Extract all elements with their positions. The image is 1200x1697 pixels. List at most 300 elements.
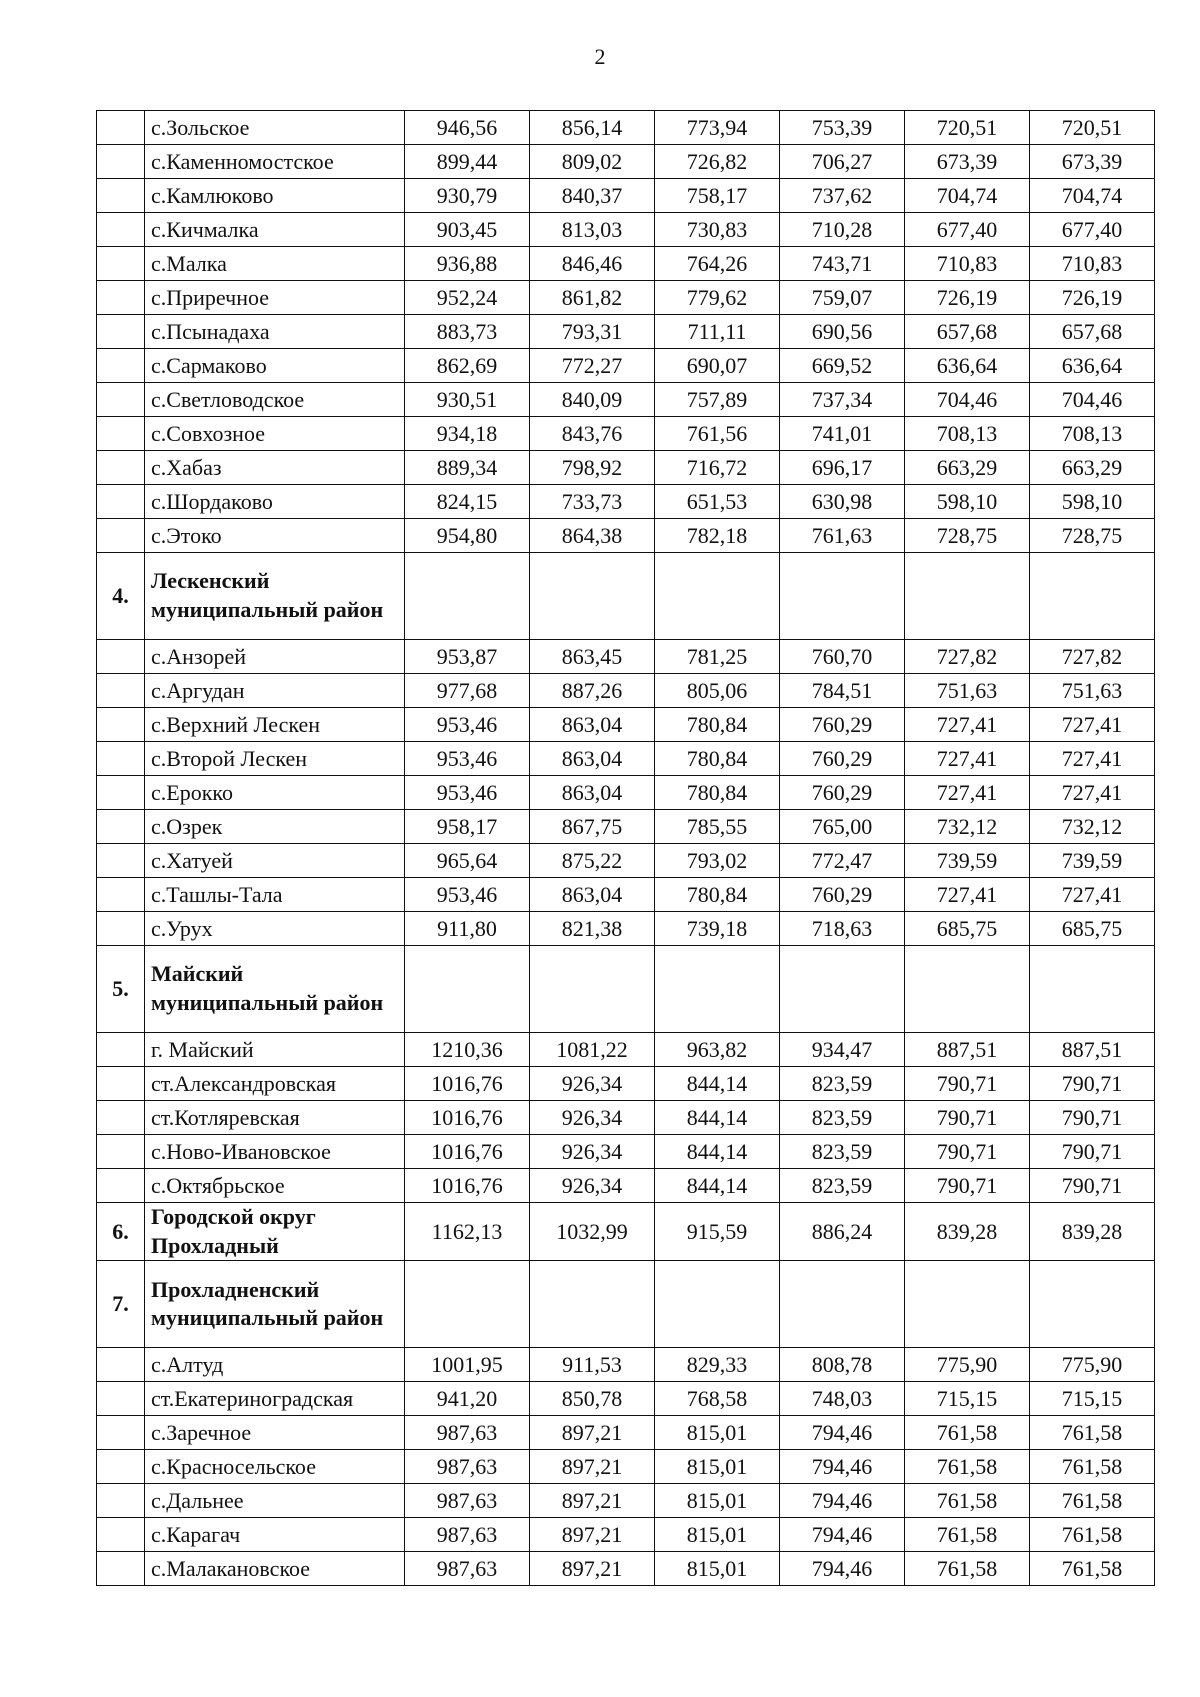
value-cell-5: 663,29 — [905, 451, 1030, 485]
value-cell-5: 727,41 — [905, 708, 1030, 742]
settlement-name-cell: с.Озрек — [145, 810, 405, 844]
row-number-cell — [97, 708, 145, 742]
value-cell-1: 911,80 — [405, 912, 530, 946]
value-cell-6: 685,75 — [1030, 912, 1155, 946]
value-cell-4: 760,29 — [780, 742, 905, 776]
row-number-cell — [97, 451, 145, 485]
value-cell-1: 953,46 — [405, 776, 530, 810]
value-cell-2: 863,04 — [530, 776, 655, 810]
table-row — [97, 451, 1155, 485]
value-cell-3: 779,62 — [655, 281, 780, 315]
settlement-name-cell: с.Анзорей — [145, 640, 405, 674]
value-cell-6 — [1030, 946, 1155, 1033]
value-cell-6: 727,41 — [1030, 878, 1155, 912]
value-cell-3: 780,84 — [655, 776, 780, 810]
value-cell-4: 743,71 — [780, 247, 905, 281]
table-row — [97, 179, 1155, 213]
table-row — [97, 844, 1155, 878]
value-cell-6: 761,58 — [1030, 1484, 1155, 1518]
value-cell-1: 824,15 — [405, 485, 530, 519]
value-cell-1: 953,46 — [405, 742, 530, 776]
table-row — [97, 145, 1155, 179]
value-cell-1: 941,20 — [405, 1382, 530, 1416]
value-cell-5: 704,46 — [905, 383, 1030, 417]
value-cell-2: 897,21 — [530, 1552, 655, 1586]
row-number-cell — [97, 674, 145, 708]
value-cell-3: 711,11 — [655, 315, 780, 349]
value-cell-6: 728,75 — [1030, 519, 1155, 553]
value-cell-5: 761,58 — [905, 1518, 1030, 1552]
value-cell-2: 863,04 — [530, 708, 655, 742]
row-number-cell — [97, 281, 145, 315]
value-cell-6: 663,29 — [1030, 451, 1155, 485]
value-cell-5: 727,41 — [905, 742, 1030, 776]
value-cell-6: 761,58 — [1030, 1518, 1155, 1552]
value-cell-2: 840,09 — [530, 383, 655, 417]
value-cell-6: 657,68 — [1030, 315, 1155, 349]
value-cell-6: 761,58 — [1030, 1450, 1155, 1484]
value-cell-6: 727,82 — [1030, 640, 1155, 674]
table-row — [97, 315, 1155, 349]
row-number-cell — [97, 1450, 145, 1484]
value-cell-4: 794,46 — [780, 1552, 905, 1586]
value-cell-5: 677,40 — [905, 213, 1030, 247]
settlement-name-cell: с.Этоко — [145, 519, 405, 553]
value-cell-6: 727,41 — [1030, 708, 1155, 742]
value-cell-6: 704,74 — [1030, 179, 1155, 213]
value-cell-3: 815,01 — [655, 1450, 780, 1484]
value-cell-4: 737,34 — [780, 383, 905, 417]
value-cell-5 — [905, 553, 1030, 640]
value-cell-5: 761,58 — [905, 1450, 1030, 1484]
row-number-cell — [97, 383, 145, 417]
value-cell-5: 790,71 — [905, 1169, 1030, 1203]
row-number-cell — [97, 1067, 145, 1101]
value-cell-6: 726,19 — [1030, 281, 1155, 315]
value-cell-3: 730,83 — [655, 213, 780, 247]
table-body — [97, 111, 1155, 1586]
value-cell-4: 794,46 — [780, 1416, 905, 1450]
value-cell-3: 757,89 — [655, 383, 780, 417]
value-cell-2: 926,34 — [530, 1067, 655, 1101]
value-cell-5: 720,51 — [905, 111, 1030, 145]
row-number-cell — [97, 810, 145, 844]
settlement-name-cell: с.Ташлы-Тала — [145, 878, 405, 912]
row-number-cell: 4. — [97, 553, 145, 640]
value-cell-5: 726,19 — [905, 281, 1030, 315]
row-number-cell — [97, 776, 145, 810]
row-number-cell — [97, 179, 145, 213]
value-cell-1: 889,34 — [405, 451, 530, 485]
value-cell-6: 677,40 — [1030, 213, 1155, 247]
row-number-cell — [97, 1484, 145, 1518]
row-number-cell — [97, 145, 145, 179]
table-row — [97, 1484, 1155, 1518]
settlement-name-cell: ст.Александровская — [145, 1067, 405, 1101]
value-cell-2: 856,14 — [530, 111, 655, 145]
value-cell-2: 875,22 — [530, 844, 655, 878]
settlement-name-cell: с.Сармаково — [145, 349, 405, 383]
value-cell-4: 737,62 — [780, 179, 905, 213]
value-cell-2: 897,21 — [530, 1416, 655, 1450]
row-number-cell — [97, 1552, 145, 1586]
row-number-cell — [97, 1169, 145, 1203]
table-row — [97, 383, 1155, 417]
table-row — [97, 1135, 1155, 1169]
table-row — [97, 674, 1155, 708]
value-cell-2 — [530, 946, 655, 1033]
row-number-cell — [97, 640, 145, 674]
value-cell-1: 899,44 — [405, 145, 530, 179]
settlement-name-cell: с.Верхний Лескен — [145, 708, 405, 742]
table-row — [97, 1382, 1155, 1416]
row-number-cell — [97, 742, 145, 776]
value-cell-1: 1001,95 — [405, 1348, 530, 1382]
settlement-name-cell: с.Зольское — [145, 111, 405, 145]
value-cell-1: 1016,76 — [405, 1067, 530, 1101]
value-cell-3: 764,26 — [655, 247, 780, 281]
value-cell-4: 760,70 — [780, 640, 905, 674]
row-number-cell — [97, 1101, 145, 1135]
row-number-cell — [97, 1518, 145, 1552]
row-number-cell — [97, 878, 145, 912]
value-cell-1: 1016,76 — [405, 1101, 530, 1135]
value-cell-2: 861,82 — [530, 281, 655, 315]
value-cell-6: 598,10 — [1030, 485, 1155, 519]
table-row — [97, 1067, 1155, 1101]
row-number-cell — [97, 247, 145, 281]
value-cell-1: 883,73 — [405, 315, 530, 349]
value-cell-1: 1016,76 — [405, 1169, 530, 1203]
settlement-name-cell: с.Красносельское — [145, 1450, 405, 1484]
value-cell-1 — [405, 946, 530, 1033]
value-cell-4: 748,03 — [780, 1382, 905, 1416]
value-cell-6 — [1030, 553, 1155, 640]
value-cell-1 — [405, 553, 530, 640]
value-cell-3: 815,01 — [655, 1552, 780, 1586]
value-cell-4: 753,39 — [780, 111, 905, 145]
value-cell-4: 765,00 — [780, 810, 905, 844]
row-number-cell — [97, 213, 145, 247]
value-cell-3: 761,56 — [655, 417, 780, 451]
value-cell-4: 823,59 — [780, 1067, 905, 1101]
settlement-name-cell: с.Малакановское — [145, 1552, 405, 1586]
value-cell-3: 915,59 — [655, 1203, 780, 1261]
value-cell-4: 772,47 — [780, 844, 905, 878]
value-cell-1: 958,17 — [405, 810, 530, 844]
table-row — [97, 1033, 1155, 1067]
table-row — [97, 1348, 1155, 1382]
value-cell-5: 727,41 — [905, 776, 1030, 810]
settlement-name-cell: с.Хатуей — [145, 844, 405, 878]
value-cell-1: 987,63 — [405, 1484, 530, 1518]
value-cell-5 — [905, 1261, 1030, 1348]
value-cell-4: 823,59 — [780, 1101, 905, 1135]
value-cell-5: 728,75 — [905, 519, 1030, 553]
value-cell-1: 930,79 — [405, 179, 530, 213]
row-number-cell — [97, 1382, 145, 1416]
value-cell-4: 808,78 — [780, 1348, 905, 1382]
value-cell-4: 706,27 — [780, 145, 905, 179]
value-cell-1: 977,68 — [405, 674, 530, 708]
value-cell-2: 821,38 — [530, 912, 655, 946]
value-cell-1: 1162,13 — [405, 1203, 530, 1261]
value-cell-3: 844,14 — [655, 1135, 780, 1169]
value-cell-3: 782,18 — [655, 519, 780, 553]
value-cell-5: 775,90 — [905, 1348, 1030, 1382]
settlement-name-cell: с.Приречное — [145, 281, 405, 315]
settlement-name-cell: с.Шордаково — [145, 485, 405, 519]
value-cell-4: 690,56 — [780, 315, 905, 349]
value-cell-1: 946,56 — [405, 111, 530, 145]
table-row — [97, 417, 1155, 451]
value-cell-5: 732,12 — [905, 810, 1030, 844]
row-number-cell — [97, 349, 145, 383]
value-cell-3: 785,55 — [655, 810, 780, 844]
value-cell-3: 780,84 — [655, 878, 780, 912]
value-cell-5: 727,41 — [905, 878, 1030, 912]
value-cell-3: 805,06 — [655, 674, 780, 708]
table-row — [97, 519, 1155, 553]
value-cell-4 — [780, 946, 905, 1033]
value-cell-2: 926,34 — [530, 1135, 655, 1169]
value-cell-1: 953,46 — [405, 708, 530, 742]
table-row — [97, 1416, 1155, 1450]
table-row — [97, 281, 1155, 315]
settlement-name-cell: с.Светловодское — [145, 383, 405, 417]
row-number-cell — [97, 1416, 145, 1450]
value-cell-1: 987,63 — [405, 1416, 530, 1450]
value-cell-6 — [1030, 1261, 1155, 1348]
value-cell-4: 886,24 — [780, 1203, 905, 1261]
value-cell-3: 780,84 — [655, 742, 780, 776]
value-cell-5: 710,83 — [905, 247, 1030, 281]
value-cell-6: 751,63 — [1030, 674, 1155, 708]
table-row — [97, 247, 1155, 281]
section-name-cell: Лескенский муниципальный район — [145, 553, 405, 640]
table-row — [97, 349, 1155, 383]
value-cell-2: 897,21 — [530, 1450, 655, 1484]
value-cell-5: 685,75 — [905, 912, 1030, 946]
value-cell-2: 867,75 — [530, 810, 655, 844]
section-row — [97, 1203, 1155, 1261]
value-cell-4: 823,59 — [780, 1169, 905, 1203]
table-row — [97, 1552, 1155, 1586]
value-cell-3: 651,53 — [655, 485, 780, 519]
row-number-cell: 6. — [97, 1203, 145, 1261]
value-cell-6: 727,41 — [1030, 742, 1155, 776]
value-cell-2: 772,27 — [530, 349, 655, 383]
value-cell-4: 823,59 — [780, 1135, 905, 1169]
section-name-cell: Майский муниципальный район — [145, 946, 405, 1033]
value-cell-5: 708,13 — [905, 417, 1030, 451]
value-cell-2: 863,04 — [530, 878, 655, 912]
section-row — [97, 1261, 1155, 1348]
value-cell-3: 815,01 — [655, 1416, 780, 1450]
value-cell-4: 934,47 — [780, 1033, 905, 1067]
value-cell-4: 760,29 — [780, 708, 905, 742]
row-number-cell — [97, 844, 145, 878]
value-cell-6: 708,13 — [1030, 417, 1155, 451]
value-cell-1: 987,63 — [405, 1518, 530, 1552]
section-row — [97, 553, 1155, 640]
value-cell-1: 930,51 — [405, 383, 530, 417]
value-cell-6: 710,83 — [1030, 247, 1155, 281]
settlement-name-cell: с.Аргудан — [145, 674, 405, 708]
value-cell-4: 696,17 — [780, 451, 905, 485]
value-cell-5: 727,82 — [905, 640, 1030, 674]
value-cell-5: 761,58 — [905, 1416, 1030, 1450]
value-cell-3: 768,58 — [655, 1382, 780, 1416]
value-cell-4 — [780, 1261, 905, 1348]
page-number: 2 — [594, 44, 606, 69]
section-name-cell: Городской округ Прохладный — [145, 1203, 405, 1261]
value-cell-3: 739,18 — [655, 912, 780, 946]
settlement-name-cell: с.Псынадаха — [145, 315, 405, 349]
row-number-cell — [97, 315, 145, 349]
settlement-name-cell: с.Заречное — [145, 1416, 405, 1450]
value-cell-2: 793,31 — [530, 315, 655, 349]
value-cell-2: 809,02 — [530, 145, 655, 179]
value-cell-1: 1016,76 — [405, 1135, 530, 1169]
value-cell-5: 598,10 — [905, 485, 1030, 519]
value-cell-3: 773,94 — [655, 111, 780, 145]
value-cell-3: 815,01 — [655, 1518, 780, 1552]
value-cell-5: 704,74 — [905, 179, 1030, 213]
row-number-cell — [97, 417, 145, 451]
settlement-name-cell: с.Октябрьское — [145, 1169, 405, 1203]
value-cell-2: 897,21 — [530, 1518, 655, 1552]
value-cell-5: 761,58 — [905, 1484, 1030, 1518]
row-number-cell — [97, 912, 145, 946]
value-cell-3: 758,17 — [655, 179, 780, 213]
value-cell-3: 815,01 — [655, 1484, 780, 1518]
value-cell-4: 760,29 — [780, 776, 905, 810]
value-cell-6: 636,64 — [1030, 349, 1155, 383]
row-number-cell — [97, 111, 145, 145]
value-cell-3 — [655, 1261, 780, 1348]
value-cell-6: 887,51 — [1030, 1033, 1155, 1067]
row-number-cell — [97, 1135, 145, 1169]
value-cell-4: 794,46 — [780, 1450, 905, 1484]
settlement-name-cell: г. Майский — [145, 1033, 405, 1067]
value-cell-1: 965,64 — [405, 844, 530, 878]
table-row — [97, 111, 1155, 145]
value-cell-5: 751,63 — [905, 674, 1030, 708]
value-cell-2: 897,21 — [530, 1484, 655, 1518]
settlement-name-cell: с.Ерокко — [145, 776, 405, 810]
value-cell-2: 887,26 — [530, 674, 655, 708]
value-cell-3 — [655, 946, 780, 1033]
settlement-name-cell: с.Второй Лескен — [145, 742, 405, 776]
settlement-name-cell: ст.Котляревская — [145, 1101, 405, 1135]
value-cell-4: 759,07 — [780, 281, 905, 315]
value-cell-5: 636,64 — [905, 349, 1030, 383]
value-cell-1: 952,24 — [405, 281, 530, 315]
settlement-name-cell: с.Алтуд — [145, 1348, 405, 1382]
settlement-name-cell: с.Камлюково — [145, 179, 405, 213]
value-cell-3: 963,82 — [655, 1033, 780, 1067]
value-cell-2: 843,76 — [530, 417, 655, 451]
table-row — [97, 708, 1155, 742]
value-cell-2: 846,46 — [530, 247, 655, 281]
value-cell-5: 657,68 — [905, 315, 1030, 349]
value-cell-3: 726,82 — [655, 145, 780, 179]
value-cell-4: 761,63 — [780, 519, 905, 553]
value-cell-2: 798,92 — [530, 451, 655, 485]
value-cell-3: 829,33 — [655, 1348, 780, 1382]
value-cell-5 — [905, 946, 1030, 1033]
value-cell-5: 790,71 — [905, 1135, 1030, 1169]
table-row — [97, 1101, 1155, 1135]
value-cell-2: 926,34 — [530, 1101, 655, 1135]
value-cell-2: 863,04 — [530, 742, 655, 776]
value-cell-3: 716,72 — [655, 451, 780, 485]
table-row — [97, 1450, 1155, 1484]
value-cell-6: 761,58 — [1030, 1416, 1155, 1450]
value-cell-1: 954,80 — [405, 519, 530, 553]
row-number-cell — [97, 519, 145, 553]
value-cell-4 — [780, 553, 905, 640]
table-row — [97, 776, 1155, 810]
value-cell-1: 862,69 — [405, 349, 530, 383]
value-cell-3: 844,14 — [655, 1067, 780, 1101]
value-cell-6: 739,59 — [1030, 844, 1155, 878]
row-number-cell — [97, 1033, 145, 1067]
value-cell-6: 790,71 — [1030, 1067, 1155, 1101]
value-cell-2: 926,34 — [530, 1169, 655, 1203]
value-cell-2: 840,37 — [530, 179, 655, 213]
value-cell-6: 715,15 — [1030, 1382, 1155, 1416]
value-cell-1: 1210,36 — [405, 1033, 530, 1067]
value-cell-5: 790,71 — [905, 1067, 1030, 1101]
table-row — [97, 912, 1155, 946]
settlement-name-cell: с.Ново-Ивановское — [145, 1135, 405, 1169]
value-cell-1: 936,88 — [405, 247, 530, 281]
settlement-name-cell: с.Дальнее — [145, 1484, 405, 1518]
value-cell-5: 739,59 — [905, 844, 1030, 878]
value-cell-6: 790,71 — [1030, 1169, 1155, 1203]
value-cell-4: 669,52 — [780, 349, 905, 383]
table-row — [97, 742, 1155, 776]
value-cell-3: 690,07 — [655, 349, 780, 383]
value-cell-1: 953,87 — [405, 640, 530, 674]
row-number-cell — [97, 1348, 145, 1382]
settlement-name-cell: ст.Екатериноградская — [145, 1382, 405, 1416]
settlement-name-cell: с.Кичмалка — [145, 213, 405, 247]
value-cell-1: 934,18 — [405, 417, 530, 451]
value-cell-2: 911,53 — [530, 1348, 655, 1382]
settlement-name-cell: с.Каменномостское — [145, 145, 405, 179]
value-cell-2: 813,03 — [530, 213, 655, 247]
table-row — [97, 810, 1155, 844]
value-cell-4: 718,63 — [780, 912, 905, 946]
section-name-cell: Прохладненский муниципальный район — [145, 1261, 405, 1348]
tariff-table — [96, 110, 1155, 1586]
value-cell-1: 987,63 — [405, 1450, 530, 1484]
value-cell-6: 775,90 — [1030, 1348, 1155, 1382]
value-cell-6: 732,12 — [1030, 810, 1155, 844]
value-cell-5: 761,58 — [905, 1552, 1030, 1586]
settlement-name-cell: с.Совхозное — [145, 417, 405, 451]
table-row — [97, 213, 1155, 247]
value-cell-4: 794,46 — [780, 1484, 905, 1518]
settlement-name-cell: с.Карагач — [145, 1518, 405, 1552]
value-cell-2: 850,78 — [530, 1382, 655, 1416]
value-cell-3: 793,02 — [655, 844, 780, 878]
value-cell-2: 863,45 — [530, 640, 655, 674]
value-cell-3: 844,14 — [655, 1101, 780, 1135]
